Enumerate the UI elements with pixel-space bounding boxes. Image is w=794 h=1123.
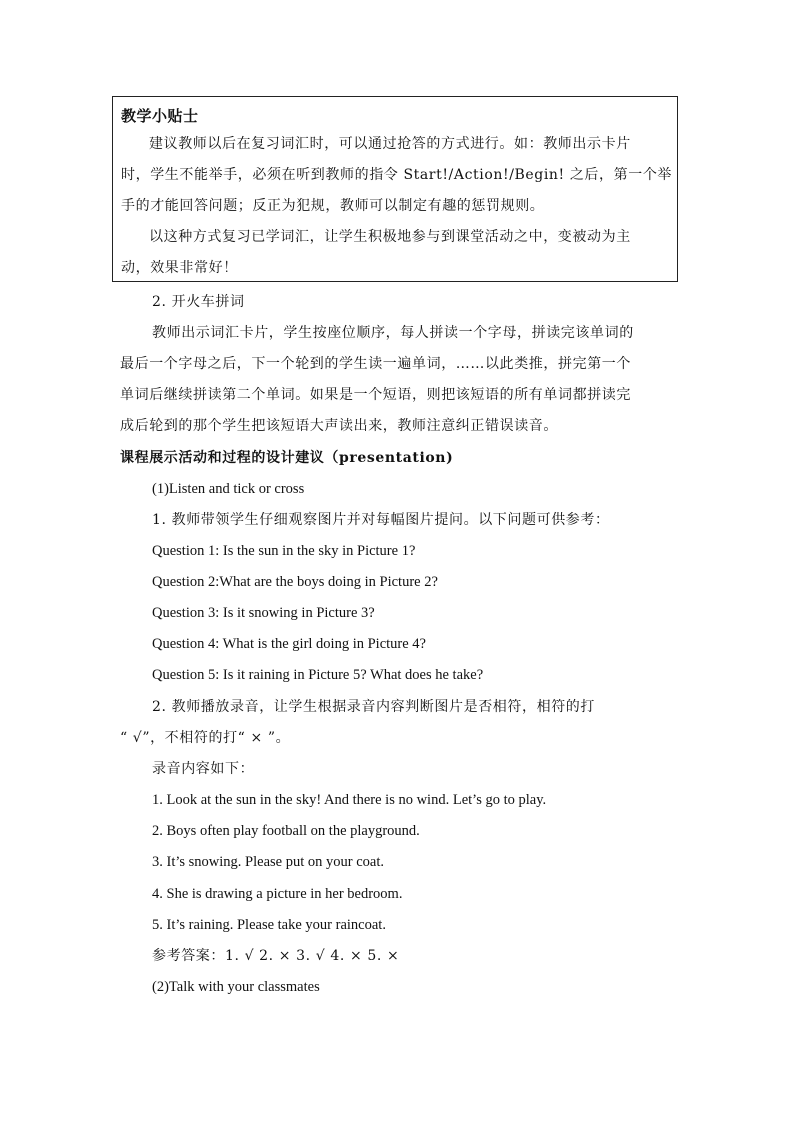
answer-key: 参考答案：1. √ 2. × 3. √ 4. × 5. ×: [152, 948, 400, 964]
tips-title: 教学小贴士: [121, 107, 199, 125]
section2-heading: 2. 开火车拼词: [152, 294, 245, 310]
recording-item: 3. It’s snowing. Please put on your coat.: [152, 854, 384, 870]
question-item: Question 4: What is the girl doing in Picture 4?: [152, 636, 426, 652]
question-item: Question 2:What are the boys doing in Picture 2?: [152, 574, 438, 590]
tips-p2-line: 动，效果非常好！: [121, 260, 238, 276]
step1-text: 1. 教师带领学生仔细观察图片并对每幅图片提问。以下问题可供参考：: [152, 512, 610, 528]
question-item: Question 5: Is it raining in Picture 5? What does he take?: [152, 667, 484, 683]
recording-item: 1. Look at the sun in the sky! And there is no wind. Let’s go to play.: [152, 792, 547, 808]
recording-item: 4. She is drawing a picture in her bedroom.: [152, 886, 403, 902]
recording-item: 2. Boys often play football on the playground.: [152, 823, 420, 839]
part2-heading: (2)Talk with your classmates: [152, 979, 320, 995]
recording-item: 5. It’s raining. Please take your raincoat.: [152, 917, 386, 933]
teaching-tips-box: [112, 96, 678, 282]
tips-p1-line: 时，学生不能举手，必须在听到教师的指令 Start!/Action!/Begin! 之后，第一个举: [121, 167, 673, 183]
question-item: Question 3: Is it snowing in Picture 3?: [152, 605, 375, 621]
section2-line: 最后一个字母之后，下一个轮到的学生读一遍单词，……以此类推，拼完第一个: [120, 356, 631, 372]
section2-line: 成后轮到的那个学生把该短语大声读出来，教师注意纠正错误读音。: [120, 418, 558, 434]
tips-p1-line: 建议教师以后在复习词汇时，可以通过抢答的方式进行。如：教师出示卡片: [149, 136, 631, 152]
step2-line: “ √”，不相符的打“ × ”。: [120, 730, 291, 746]
recording-label: 录音内容如下：: [152, 761, 255, 777]
step2-line: 2. 教师播放录音，让学生根据录音内容判断图片是否相符，相符的打: [152, 699, 596, 715]
tips-p2-line: 以这种方式复习已学词汇，让学生积极地参与到课堂活动之中，变被动为主: [149, 229, 631, 245]
tips-p1-line: 手的才能回答问题；反正为犯规，教师可以制定有趣的惩罚规则。: [121, 198, 545, 214]
presentation-heading: 课程展示活动和过程的设计建议（presentation): [120, 450, 454, 466]
section2-line: 单词后继续拼读第二个单词。如果是一个短语，则把该短语的所有单词都拼读完: [120, 387, 631, 403]
part1-heading: (1)Listen and tick or cross: [152, 481, 305, 497]
question-item: Question 1: Is the sun in the sky in Picture 1?: [152, 543, 416, 559]
section2-line: 教师出示词汇卡片，学生按座位顺序，每人拼读一个字母，拼读完该单词的: [152, 325, 634, 341]
